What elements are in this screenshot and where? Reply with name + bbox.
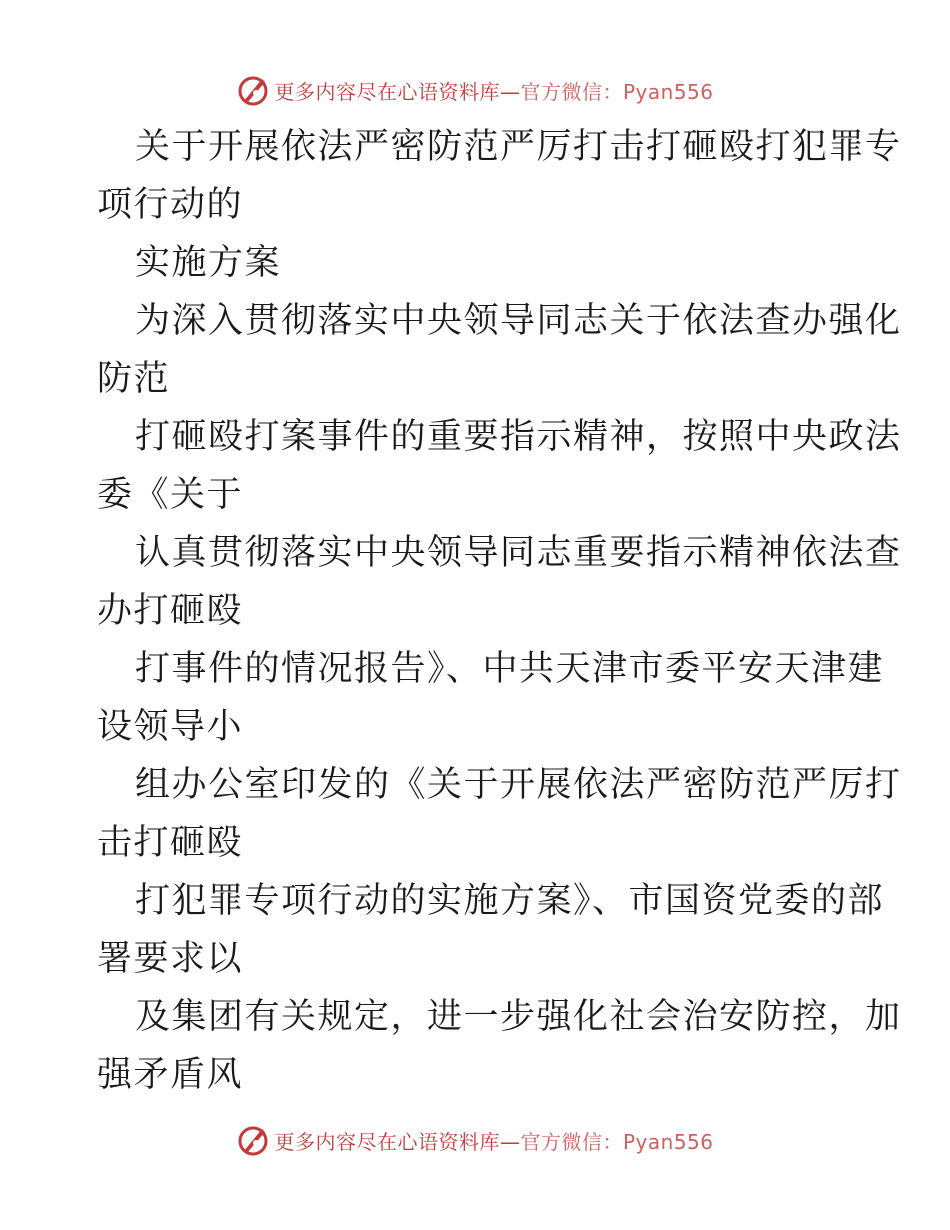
text-line: 实施方案 xyxy=(135,243,282,283)
text-line: 打砸殴打案事件的重要指示精神，按照中央政法 xyxy=(135,417,902,457)
footer-watermark xyxy=(0,1120,950,1160)
text-line: 委《关于 xyxy=(97,475,244,515)
text-line: 打事件的情况报告》、中共天津市委平安天津建 xyxy=(135,649,885,689)
text-line: 设领导小 xyxy=(97,707,244,747)
quill-logo-icon xyxy=(236,1123,270,1157)
text-line: 强矛盾风 xyxy=(97,1055,244,1095)
quill-logo-icon xyxy=(236,73,270,107)
text-line: 署要求以 xyxy=(97,939,244,979)
text-line: 打犯罪专项行动的实施方案》、市国资党委的部 xyxy=(135,881,885,921)
text-line: 项行动的 xyxy=(97,185,244,225)
text-line: 防范 xyxy=(97,359,171,399)
text-line: 及集团有关规定，进一步强化社会治安防控，加 xyxy=(135,997,902,1037)
watermark-text: 更多内容尽在心语资料库—官方微信：Pyan556 xyxy=(274,1129,714,1154)
text-line: 关于开展依法严密防范严厉打击打砸殴打犯罪专 xyxy=(135,127,902,167)
text-line: 认真贯彻落实中央领导同志重要指示精神依法查 xyxy=(135,533,902,573)
text-line: 办打砸殴 xyxy=(97,591,244,631)
text-line: 组办公室印发的《关于开展依法严密防范严厉打 xyxy=(135,765,902,805)
header-watermark xyxy=(0,70,950,110)
text-line: 为深入贯彻落实中央领导同志关于依法查办强化 xyxy=(135,301,902,341)
document-body xyxy=(97,118,902,1104)
text-line: 击打砸殴 xyxy=(97,823,244,863)
watermark-text: 更多内容尽在心语资料库—官方微信：Pyan556 xyxy=(274,79,714,104)
